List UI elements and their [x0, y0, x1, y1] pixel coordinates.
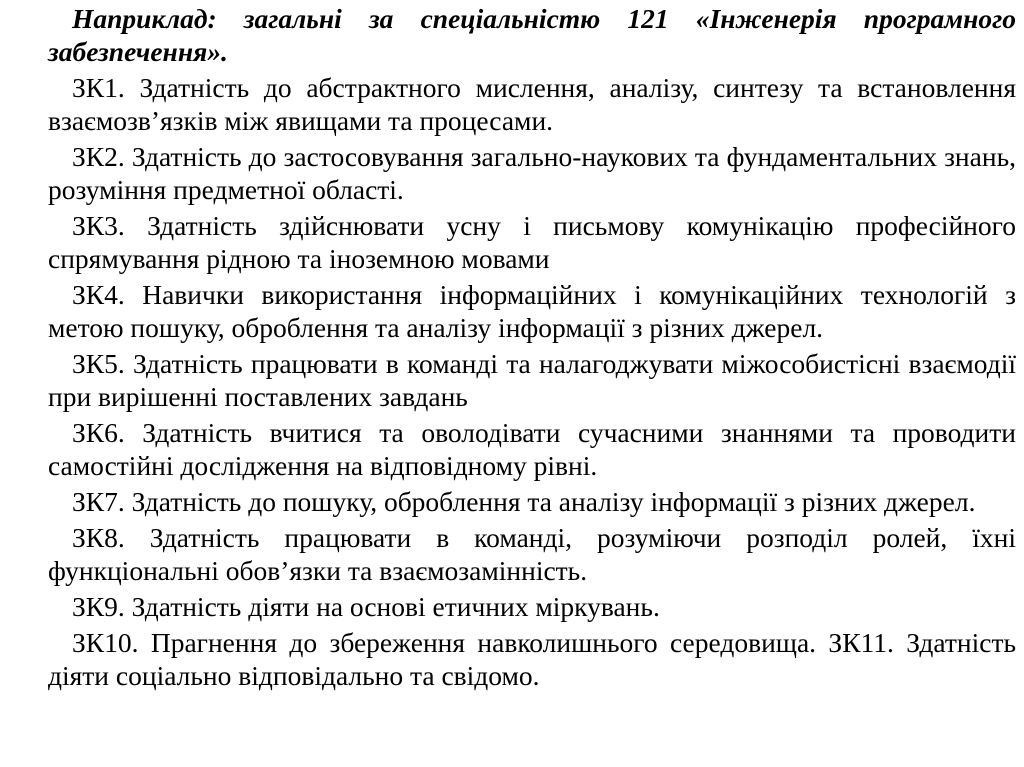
competence-zk5: ЗК5. Здатність працювати в команді та налагоджувати міжособистісні взаємодії при вирішенні поставлених завдань — [48, 348, 1016, 412]
intro-paragraph: Наприклад: загальні за спеціальністю 121 «Інженерія програмного забезпечення». — [48, 3, 1016, 67]
competence-zk1: ЗК1. Здатність до абстрактного мислення, аналізу, синтезу та встановлення взаємозв’язків між явищами та процесами. — [48, 72, 1016, 136]
competence-zk10-zk11: ЗК10. Прагнення до збереження навколишнього середовища. ЗК11. Здатність діяти соціально відповідально та свідомо. — [48, 627, 1016, 691]
competence-zk6: ЗК6. Здатність вчитися та оволодівати сучасними знаннями та проводити самостійні дослідження на відповідному рівні. — [48, 417, 1016, 481]
competence-zk3: ЗК3. Здатність здійснювати усну і письмову комунікацію професійного спрямування рідною та іноземною мовами — [48, 210, 1016, 274]
competence-zk4: ЗК4. Навички використання інформаційних і комунікаційних технологій з метою пошуку, оброблення та аналізу інформації з різних джерел. — [48, 279, 1016, 343]
competence-zk8: ЗК8. Здатність працювати в команді, розуміючи розподіл ролей, їхні функціональні обов’язки та взаємозамінність. — [48, 522, 1016, 586]
document-page — [48, 2, 1016, 695]
competence-zk9: ЗК9. Здатність діяти на основі етичних міркувань. — [72, 591, 660, 622]
competence-zk2: ЗК2. Здатність до застосовування загально-наукових та фундаментальних знань, розуміння предметної області. — [48, 141, 1016, 205]
competence-zk7: ЗК7. Здатність до пошуку, оброблення та аналізу інформації з різних джерел. — [72, 486, 976, 517]
